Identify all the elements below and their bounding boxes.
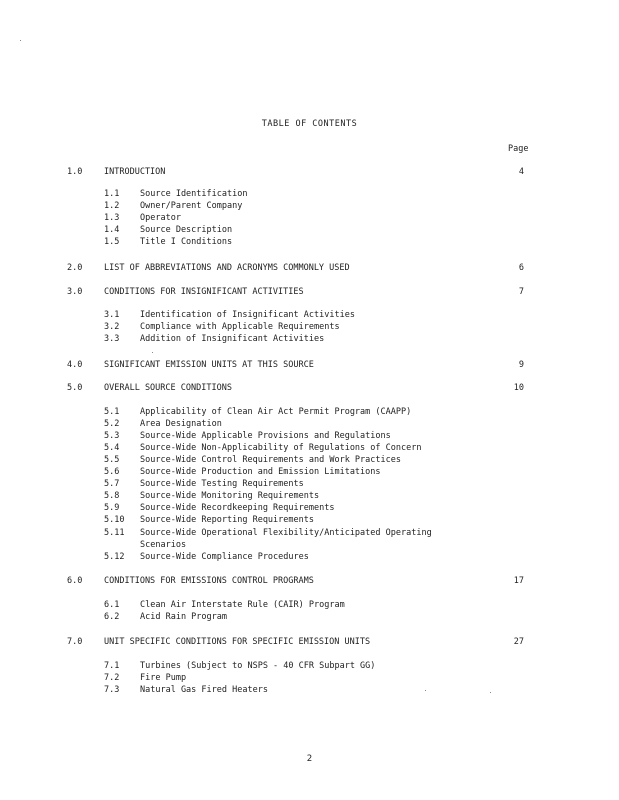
- item-title: Source-Wide Operational Flexibility/Anticipated Operating: [140, 528, 432, 538]
- item-number: 5.4: [104, 443, 120, 453]
- scan-speck: [425, 690, 426, 691]
- page-number: 2: [306, 754, 313, 764]
- item-title: Source-Wide Applicable Provisions and Regulations: [140, 431, 391, 441]
- scan-speck: [20, 40, 21, 41]
- item-title: Source-Wide Monitoring Requirements: [140, 491, 320, 501]
- item-number: 5.11: [104, 528, 125, 538]
- item-number: 5.6: [104, 467, 120, 477]
- item-title: Natural Gas Fired Heaters: [140, 685, 268, 695]
- item-number: 5.3: [104, 431, 120, 441]
- item-title: Source-Wide Non-Applicability of Regulations of Concern: [140, 443, 422, 453]
- item-number: 1.3: [104, 213, 120, 223]
- item-number: 5.9: [104, 503, 120, 513]
- item-number: 7.1: [104, 661, 120, 671]
- item-title: Source Identification: [140, 189, 248, 199]
- section-page: 17: [513, 576, 524, 586]
- item-number: 5.8: [104, 491, 120, 501]
- section-page: 4: [518, 167, 524, 177]
- section-page: 27: [513, 637, 524, 647]
- section-title: CONDITIONS FOR INSIGNIFICANT ACTIVITIES: [104, 287, 304, 297]
- item-title: Operator: [140, 213, 181, 223]
- section-number: 4.0: [67, 360, 83, 370]
- section-title: LIST OF ABBREVIATIONS AND ACRONYMS COMMONLY USED: [104, 263, 350, 273]
- item-title: Source Description: [140, 225, 233, 235]
- item-number: 6.2: [104, 612, 120, 622]
- item-number: 3.1: [104, 310, 120, 320]
- section-page: 9: [518, 360, 524, 370]
- item-title: Turbines (Subject to NSPS - 40 CFR Subpart GG): [140, 661, 376, 671]
- section-title: INTRODUCTION: [104, 167, 166, 177]
- item-title: Source-Wide Production and Emission Limitations: [140, 467, 381, 477]
- item-number: 1.1: [104, 189, 120, 199]
- item-number: 7.3: [104, 685, 120, 695]
- item-title: Source-Wide Reporting Requirements: [140, 515, 314, 525]
- item-title: Applicability of Clean Air Act Permit Program (CAAPP): [140, 407, 412, 417]
- item-title: Source-Wide Testing Requirements: [140, 479, 304, 489]
- item-title: Fire Pump: [140, 673, 187, 683]
- item-title: Source-Wide Control Requirements and Work Practices: [140, 455, 401, 465]
- item-title: Scenarios: [140, 540, 187, 550]
- item-title: Identification of Insignificant Activities: [140, 310, 355, 320]
- item-title: Clean Air Interstate Rule (CAIR) Program: [140, 600, 345, 610]
- item-number: 5.12: [104, 552, 125, 562]
- item-title: Title I Conditions: [140, 237, 233, 247]
- section-number: 3.0: [67, 287, 83, 297]
- item-title: Owner/Parent Company: [140, 201, 243, 211]
- item-number: 5.7: [104, 479, 120, 489]
- item-title: Addition of Insignificant Activities: [140, 334, 325, 344]
- section-number: 2.0: [67, 263, 83, 273]
- item-title: Source-Wide Compliance Procedures: [140, 552, 309, 562]
- toc-title: TABLE OF CONTENTS: [261, 119, 358, 129]
- section-number: 6.0: [67, 576, 83, 586]
- item-number: 3.3: [104, 334, 120, 344]
- item-title: Compliance with Applicable Requirements: [140, 322, 340, 332]
- item-number: 7.2: [104, 673, 120, 683]
- section-page: 6: [518, 263, 524, 273]
- section-page: 10: [513, 383, 524, 393]
- section-number: 1.0: [67, 167, 83, 177]
- item-number: 5.2: [104, 419, 120, 429]
- item-title: Area Designation: [140, 419, 222, 429]
- item-number: 1.2: [104, 201, 120, 211]
- section-title: OVERALL SOURCE CONDITIONS: [104, 383, 232, 393]
- item-title: Acid Rain Program: [140, 612, 227, 622]
- section-title: CONDITIONS FOR EMISSIONS CONTROL PROGRAMS: [104, 576, 314, 586]
- section-title: UNIT SPECIFIC CONDITIONS FOR SPECIFIC EMISSION UNITS: [104, 637, 371, 647]
- item-number: 1.5: [104, 237, 120, 247]
- section-number: 7.0: [67, 637, 83, 647]
- section-title: SIGNIFICANT EMISSION UNITS AT THIS SOURCE: [104, 360, 314, 370]
- section-number: 5.0: [67, 383, 83, 393]
- item-number: 5.1: [104, 407, 120, 417]
- page-column-label: Page: [508, 144, 529, 154]
- section-page: 7: [518, 287, 524, 297]
- item-title: Source-Wide Recordkeeping Requirements: [140, 503, 335, 513]
- item-number: 5.10: [104, 515, 125, 525]
- scan-speck: [490, 692, 491, 693]
- item-number: 3.2: [104, 322, 120, 332]
- item-number: 1.4: [104, 225, 120, 235]
- scan-speck: [152, 352, 153, 353]
- item-number: 6.1: [104, 600, 120, 610]
- item-number: 5.5: [104, 455, 120, 465]
